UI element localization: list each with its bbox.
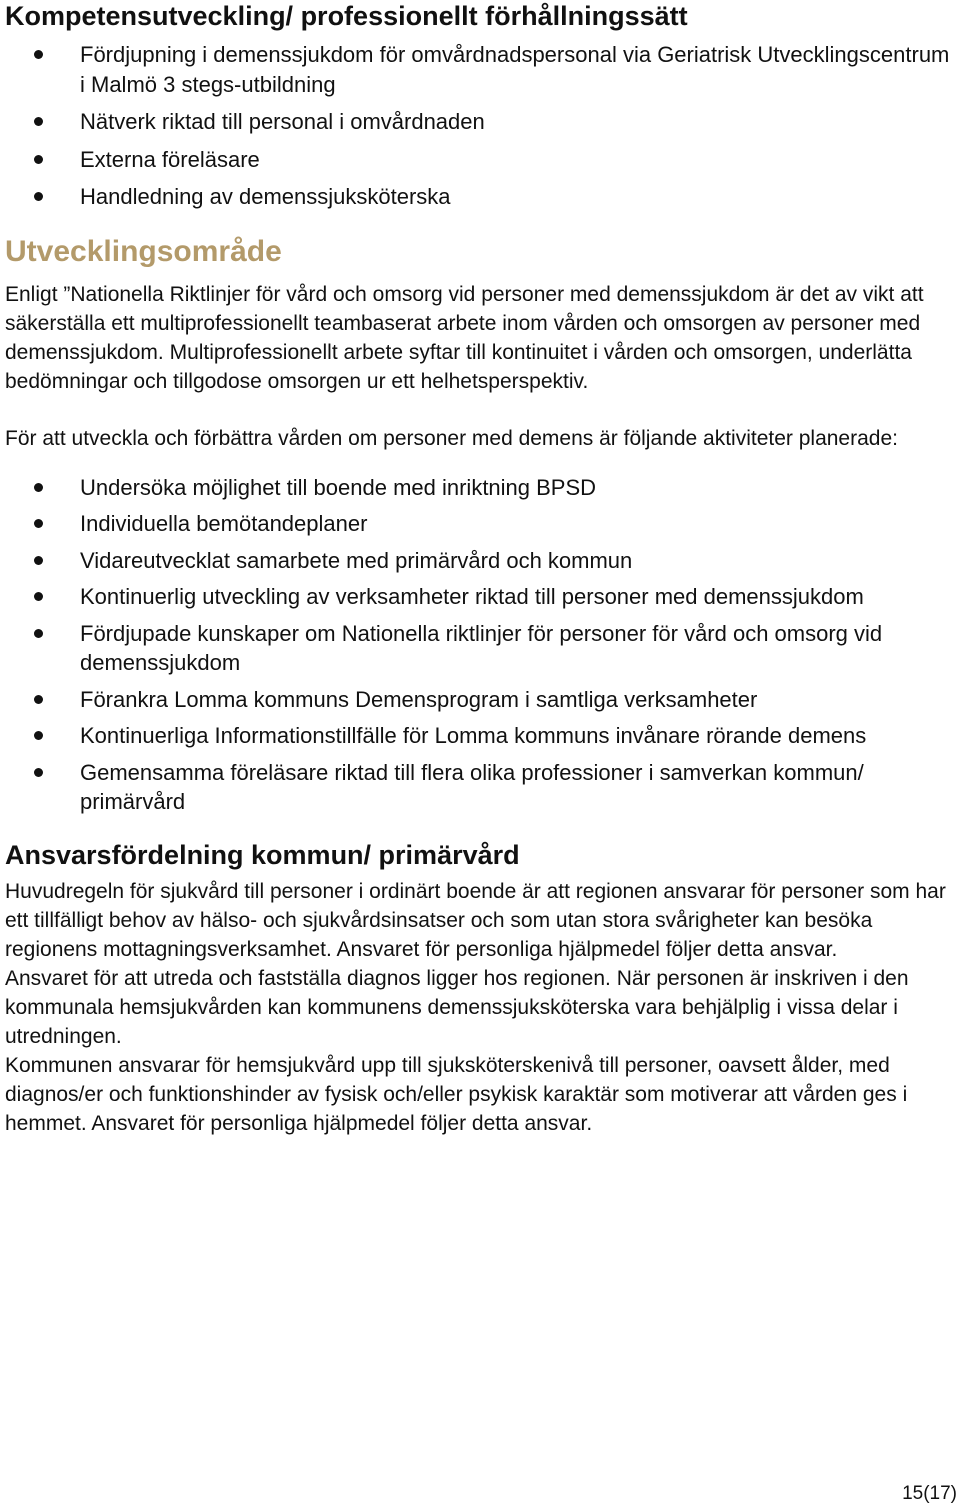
bullet-icon [34, 50, 43, 59]
paragraph-hemsjukvard: Kommunen ansvarar för hemsjukvård upp till sjuksköterskenivå till personer, oavsett ålder, med diagnos/er och funktionshinder av fysisk och/eller psykisk karaktär som motiverar att vården ges i hemmet. Ansvaret för personliga hjälpmedel följer detta ansvar. [5, 1053, 908, 1135]
list-item: Gemensamma föreläsare riktad till flera olika professioner i samverkan kommun/ primärvård [5, 758, 955, 817]
list-item: Fördjupade kunskaper om Nationella riktlinjer för personer för vård och omsorg vid demenssjukdom [5, 619, 955, 678]
paragraph-huvudregeln: Huvudregeln för sjukvård till personer i ordinärt boende är att regionen ansvarar för personer som har ett tillfälligt behov av hälso- och sjukvårdsinsatser och som utan stora svårigheter kan besöka regionens mottagningsverksamhet. Ansvaret för personliga hjälpmedel följer detta ansvar. [5, 879, 946, 961]
bullet-icon [34, 556, 43, 565]
page-number: 15(17) [902, 1483, 957, 1504]
heading-ansvarsfordelning: Ansvarsfördelning kommun/ primärvård [5, 839, 520, 870]
list-item: Vidareutvecklat samarbete med primärvård och kommun [5, 546, 955, 576]
list-item: Kontinuerlig utveckling av verksamheter riktad till personer med demenssjukdom [5, 582, 955, 612]
bullet-icon [34, 731, 43, 740]
activity-list [5, 473, 955, 817]
paragraph-riktlinjer: Enligt ”Nationella Riktlinjer för vård och omsorg vid personer med demenssjukdom är det av vikt att säkerställa ett multiprofessionellt teambaserat arbete inom vården och omsorgen av personer med demenssjukdom. Multiprofessionellt arbete syftar till kontinuitet i vården och omsorgen, underlätta bedömningar och tillgodose omsorgen ur ett helhetsperspektiv. [5, 282, 924, 393]
list-item: Externa föreläsare [5, 145, 955, 175]
list-item: Kontinuerliga Informationstillfälle för Lomma kommuns invånare rörande demens [5, 721, 955, 751]
list-item: Fördjupning i demenssjukdom för omvårdnadspersonal via Geriatrisk Utvecklingscentrum i Malmö 3 stegs-utbildning [5, 40, 955, 99]
list-item: Handledning av demenssjuksköterska [5, 182, 955, 212]
list-item: Undersöka möjlighet till boende med inriktning BPSD [5, 473, 955, 503]
bullet-icon [34, 155, 43, 164]
bullet-icon [34, 768, 43, 777]
list-item: Nätverk riktad till personal i omvårdnaden [5, 107, 955, 137]
paragraph-aktiviteter: För att utveckla och förbättra vården om personer med demens är följande aktiviteter planerade: [5, 426, 898, 450]
list-item: Individuella bemötandeplaner [5, 509, 955, 539]
paragraph-diagnos: Ansvaret för att utreda och fastställa diagnos ligger hos regionen. När personen är inskriven i den kommunala hemsjukvården kan kommunens demenssjuksköterska vara behjälplig i vissa delar i utredningen. [5, 966, 909, 1048]
heading-utvecklingsomrade: Utvecklingsområde [5, 234, 282, 268]
bullet-icon [34, 117, 43, 126]
bullet-icon [34, 519, 43, 528]
list-item: Förankra Lomma kommuns Demensprogram i samtliga verksamheter [5, 685, 955, 715]
bullet-icon [34, 592, 43, 601]
bullet-icon [34, 192, 43, 201]
document-page [5, 0, 955, 1138]
heading-kompetensutveckling: Kompetensutveckling/ professionellt förhållningssätt [5, 1, 688, 31]
bullet-icon [34, 629, 43, 638]
bullet-icon [34, 695, 43, 704]
bullet-icon [34, 483, 43, 492]
competence-list [5, 40, 955, 212]
